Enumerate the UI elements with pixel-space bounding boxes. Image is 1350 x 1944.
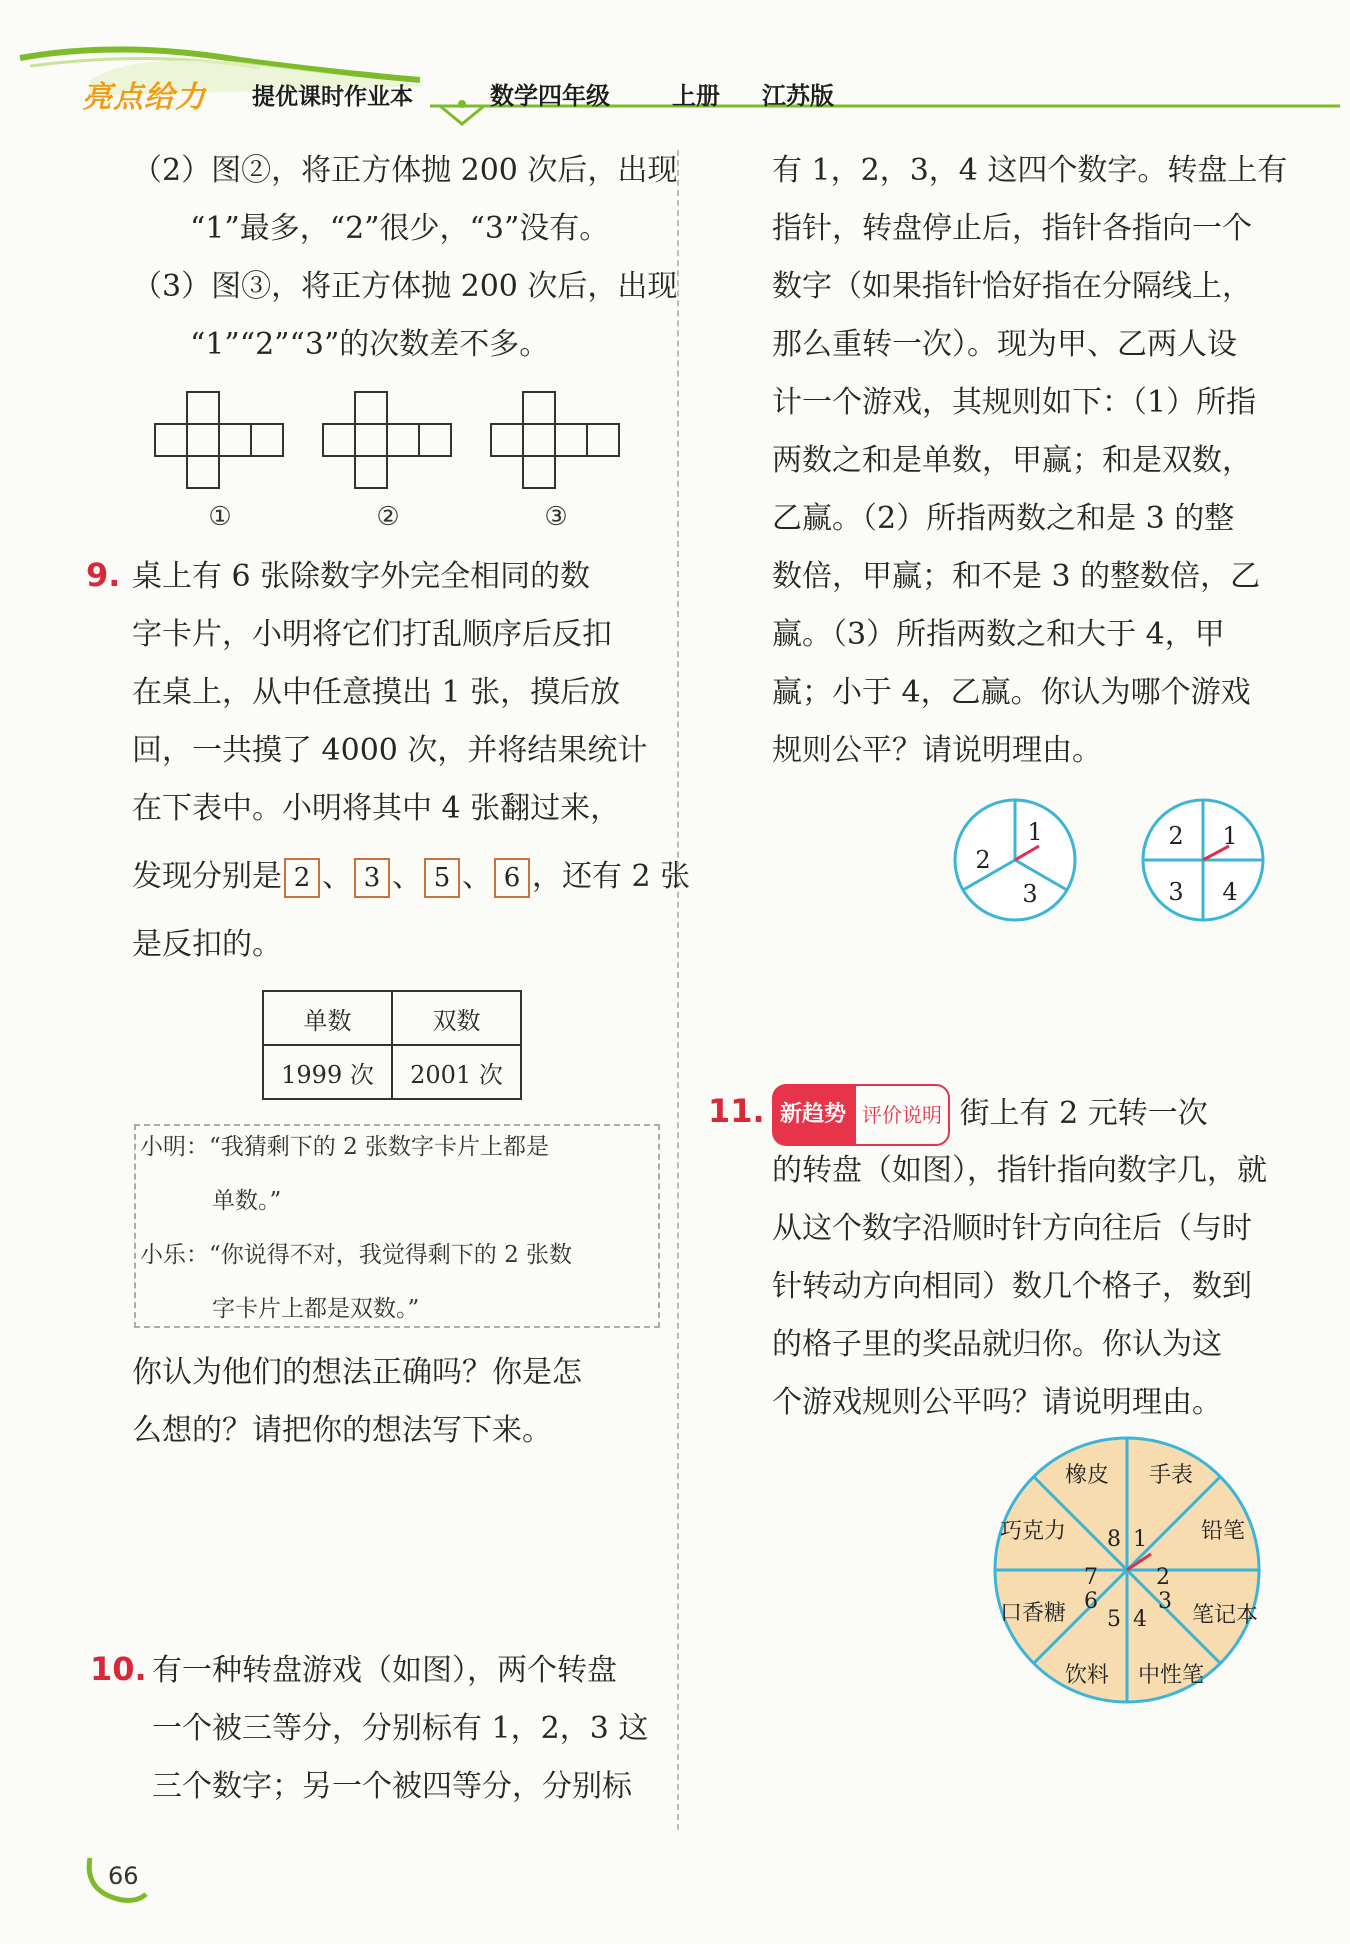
q10-cont-7: 乙赢。（2）所指两数之和是 3 的整: [772, 501, 1235, 536]
spinner3-num-1: 1: [1027, 818, 1043, 846]
volume-label: 上册: [672, 82, 720, 110]
number-card-6: 6: [494, 858, 530, 898]
cube-net-2: [323, 392, 451, 488]
wheel-num-2: 2: [1156, 1565, 1170, 1590]
cube-net-1: [155, 392, 283, 488]
q11-line-3: 针转动方向相同）数几个格子，数到: [772, 1269, 1252, 1304]
q11-first-text: 街上有 2 元转一次: [959, 1096, 1208, 1131]
q10-line-3: 三个数字；另一个被四等分，分别标: [152, 1769, 632, 1804]
dialogue-xiaoming-1: 小明：“我猜剩下的 2 张数字卡片上都是: [140, 1134, 550, 1160]
new-trend-badge: 新趋势: [772, 1084, 854, 1146]
part2-line1: （2）图②，将正方体抛 200 次后，出现: [132, 153, 678, 188]
cube-nets-figure: [150, 390, 630, 540]
cube-net-3: [491, 392, 619, 488]
q10-cont-5: 计一个游戏，其规则如下：（1）所指: [772, 385, 1257, 420]
q10-line-2: 一个被三等分，分别标有 1，2，3 这: [152, 1711, 649, 1746]
column-divider: [677, 150, 679, 1830]
wheel-num-4: 4: [1133, 1607, 1147, 1632]
q10-cont-10: 赢；小于 4，乙赢。你认为哪个游戏: [772, 675, 1251, 710]
wheel-num-3: 3: [1158, 1589, 1172, 1614]
q11-first-line: [772, 1084, 1208, 1146]
dialogue-xiaole-2: 字卡片上都是双数。”: [212, 1296, 420, 1322]
wheel-num-6: 6: [1084, 1589, 1098, 1614]
q9-ask-line-1: 你认为他们的想法正确吗？你是怎: [132, 1355, 582, 1390]
q9-found-suffix: ，还有 2 张: [532, 859, 691, 894]
table-value-odd: 1999 次: [263, 1045, 392, 1099]
spinner-three-parts: [955, 800, 1075, 920]
evaluation-badge: 评价说明: [854, 1084, 950, 1146]
spinners-figure: [940, 790, 1290, 930]
q9-found-line: [132, 848, 690, 906]
table-header-odd: 单数: [263, 991, 392, 1045]
q11-line-5: 个游戏规则公平吗？请说明理由。: [772, 1385, 1222, 1420]
spinner4-num-4: 4: [1222, 878, 1238, 906]
q9-last-line: 是反扣的。: [132, 927, 282, 962]
prize-wheel: [985, 1430, 1285, 1710]
q9-line-4: 回，一共摸了 4000 次，并将结果统计: [132, 733, 648, 768]
q10-cont-2: 指针，转盘停止后，指针各指向一个: [772, 211, 1252, 246]
spinner4-num-3: 3: [1168, 878, 1184, 906]
dialogue-xiaoming-2: 单数。”: [212, 1188, 282, 1214]
prize-gel-pen: 中性笔: [1137, 1663, 1205, 1688]
part3-line1: （3）图③，将正方体抛 200 次后，出现: [132, 269, 678, 304]
part2-line2: “1”最多，“2”很少，“3”没有。: [190, 211, 610, 246]
number-card-2: 2: [284, 858, 320, 898]
wheel-num-1: 1: [1133, 1527, 1147, 1552]
prize-chocolate: 巧克力: [999, 1519, 1067, 1544]
edition-label: 江苏版: [762, 82, 834, 110]
number-card-5: 5: [424, 858, 460, 898]
table-header-even: 双数: [392, 991, 521, 1045]
part3-line2: “1”“2”“3”的次数差不多。: [190, 327, 550, 362]
spinner3-num-3: 3: [1022, 880, 1038, 908]
wheel-num-5: 5: [1107, 1607, 1121, 1632]
card-separator: 、: [322, 859, 352, 894]
spinner4-num-1: 1: [1222, 822, 1238, 850]
question-9-number: 9.: [86, 556, 121, 594]
prize-notebook: 笔记本: [1191, 1603, 1259, 1628]
net-label-3: ③: [544, 502, 568, 532]
prize-pencil: 铅笔: [1200, 1519, 1246, 1544]
spinner3-num-2: 2: [975, 846, 991, 874]
q10-cont-6: 两数之和是单数，甲赢；和是双数，: [772, 443, 1252, 478]
result-table: [262, 990, 522, 1100]
q10-cont-11: 规则公平？请说明理由。: [772, 733, 1102, 768]
q9-ask-line-2: 么想的？请把你的想法写下来。: [132, 1413, 552, 1448]
table-value-even: 2001 次: [392, 1045, 521, 1099]
series-title: 提优课时作业本: [252, 84, 413, 110]
q10-cont-3: 数字（如果指针恰好指在分隔线上，: [772, 269, 1252, 304]
question-11-number: 11.: [708, 1092, 765, 1130]
q10-cont-8: 数倍，甲赢；和不是 3 的整数倍，乙: [772, 559, 1261, 594]
q11-line-2: 从这个数字沿顺时针方向往后（与时: [772, 1211, 1252, 1246]
q10-cont-1: 有 1，2，3，4 这四个数字。转盘上有: [772, 153, 1288, 188]
prize-eraser: 橡皮: [1064, 1463, 1110, 1488]
q10-cont-4: 那么重转一次）。现为甲、乙两人设: [772, 327, 1237, 362]
q9-found-prefix: 发现分别是: [132, 859, 282, 894]
q11-line-1: 的转盘（如图），指针指向数字几，就: [772, 1153, 1267, 1188]
q10-cont-9: 赢。（3）所指两数之和大于 4，甲: [772, 617, 1225, 652]
q9-line-2: 字卡片，小明将它们打乱顺序后反扣: [132, 617, 612, 652]
card-separator: 、: [392, 859, 422, 894]
net-label-2: ②: [376, 502, 400, 532]
net-label-1: ①: [208, 502, 232, 532]
wheel-num-7: 7: [1084, 1565, 1098, 1590]
spinner-four-parts: [1143, 800, 1263, 920]
q10-line-1: 有一种转盘游戏（如图），两个转盘: [152, 1653, 617, 1688]
subject-label: 数学四年级: [490, 82, 610, 110]
q11-line-4: 的格子里的奖品就归你。你认为这: [772, 1327, 1222, 1362]
question-10-number: 10.: [90, 1650, 147, 1688]
q9-line-1: 桌上有 6 张除数字外完全相同的数: [132, 559, 591, 594]
number-card-3: 3: [354, 858, 390, 898]
spinner4-num-2: 2: [1168, 822, 1184, 850]
wheel-num-8: 8: [1107, 1527, 1121, 1552]
brand-logo-text: 亮点给力: [82, 80, 206, 115]
page-number: 66: [108, 1862, 139, 1890]
q9-line-5: 在下表中。小明将其中 4 张翻过来，: [132, 791, 621, 826]
prize-gum: 口香糖: [999, 1601, 1067, 1626]
q9-line-3: 在桌上，从中任意摸出 1 张，摸后放: [132, 675, 621, 710]
card-separator: 、: [462, 859, 492, 894]
prize-watch: 手表: [1148, 1463, 1194, 1488]
dialogue-xiaole-1: 小乐：“你说得不对，我觉得剩下的 2 张数: [140, 1242, 573, 1268]
prize-drink: 饮料: [1064, 1663, 1110, 1688]
